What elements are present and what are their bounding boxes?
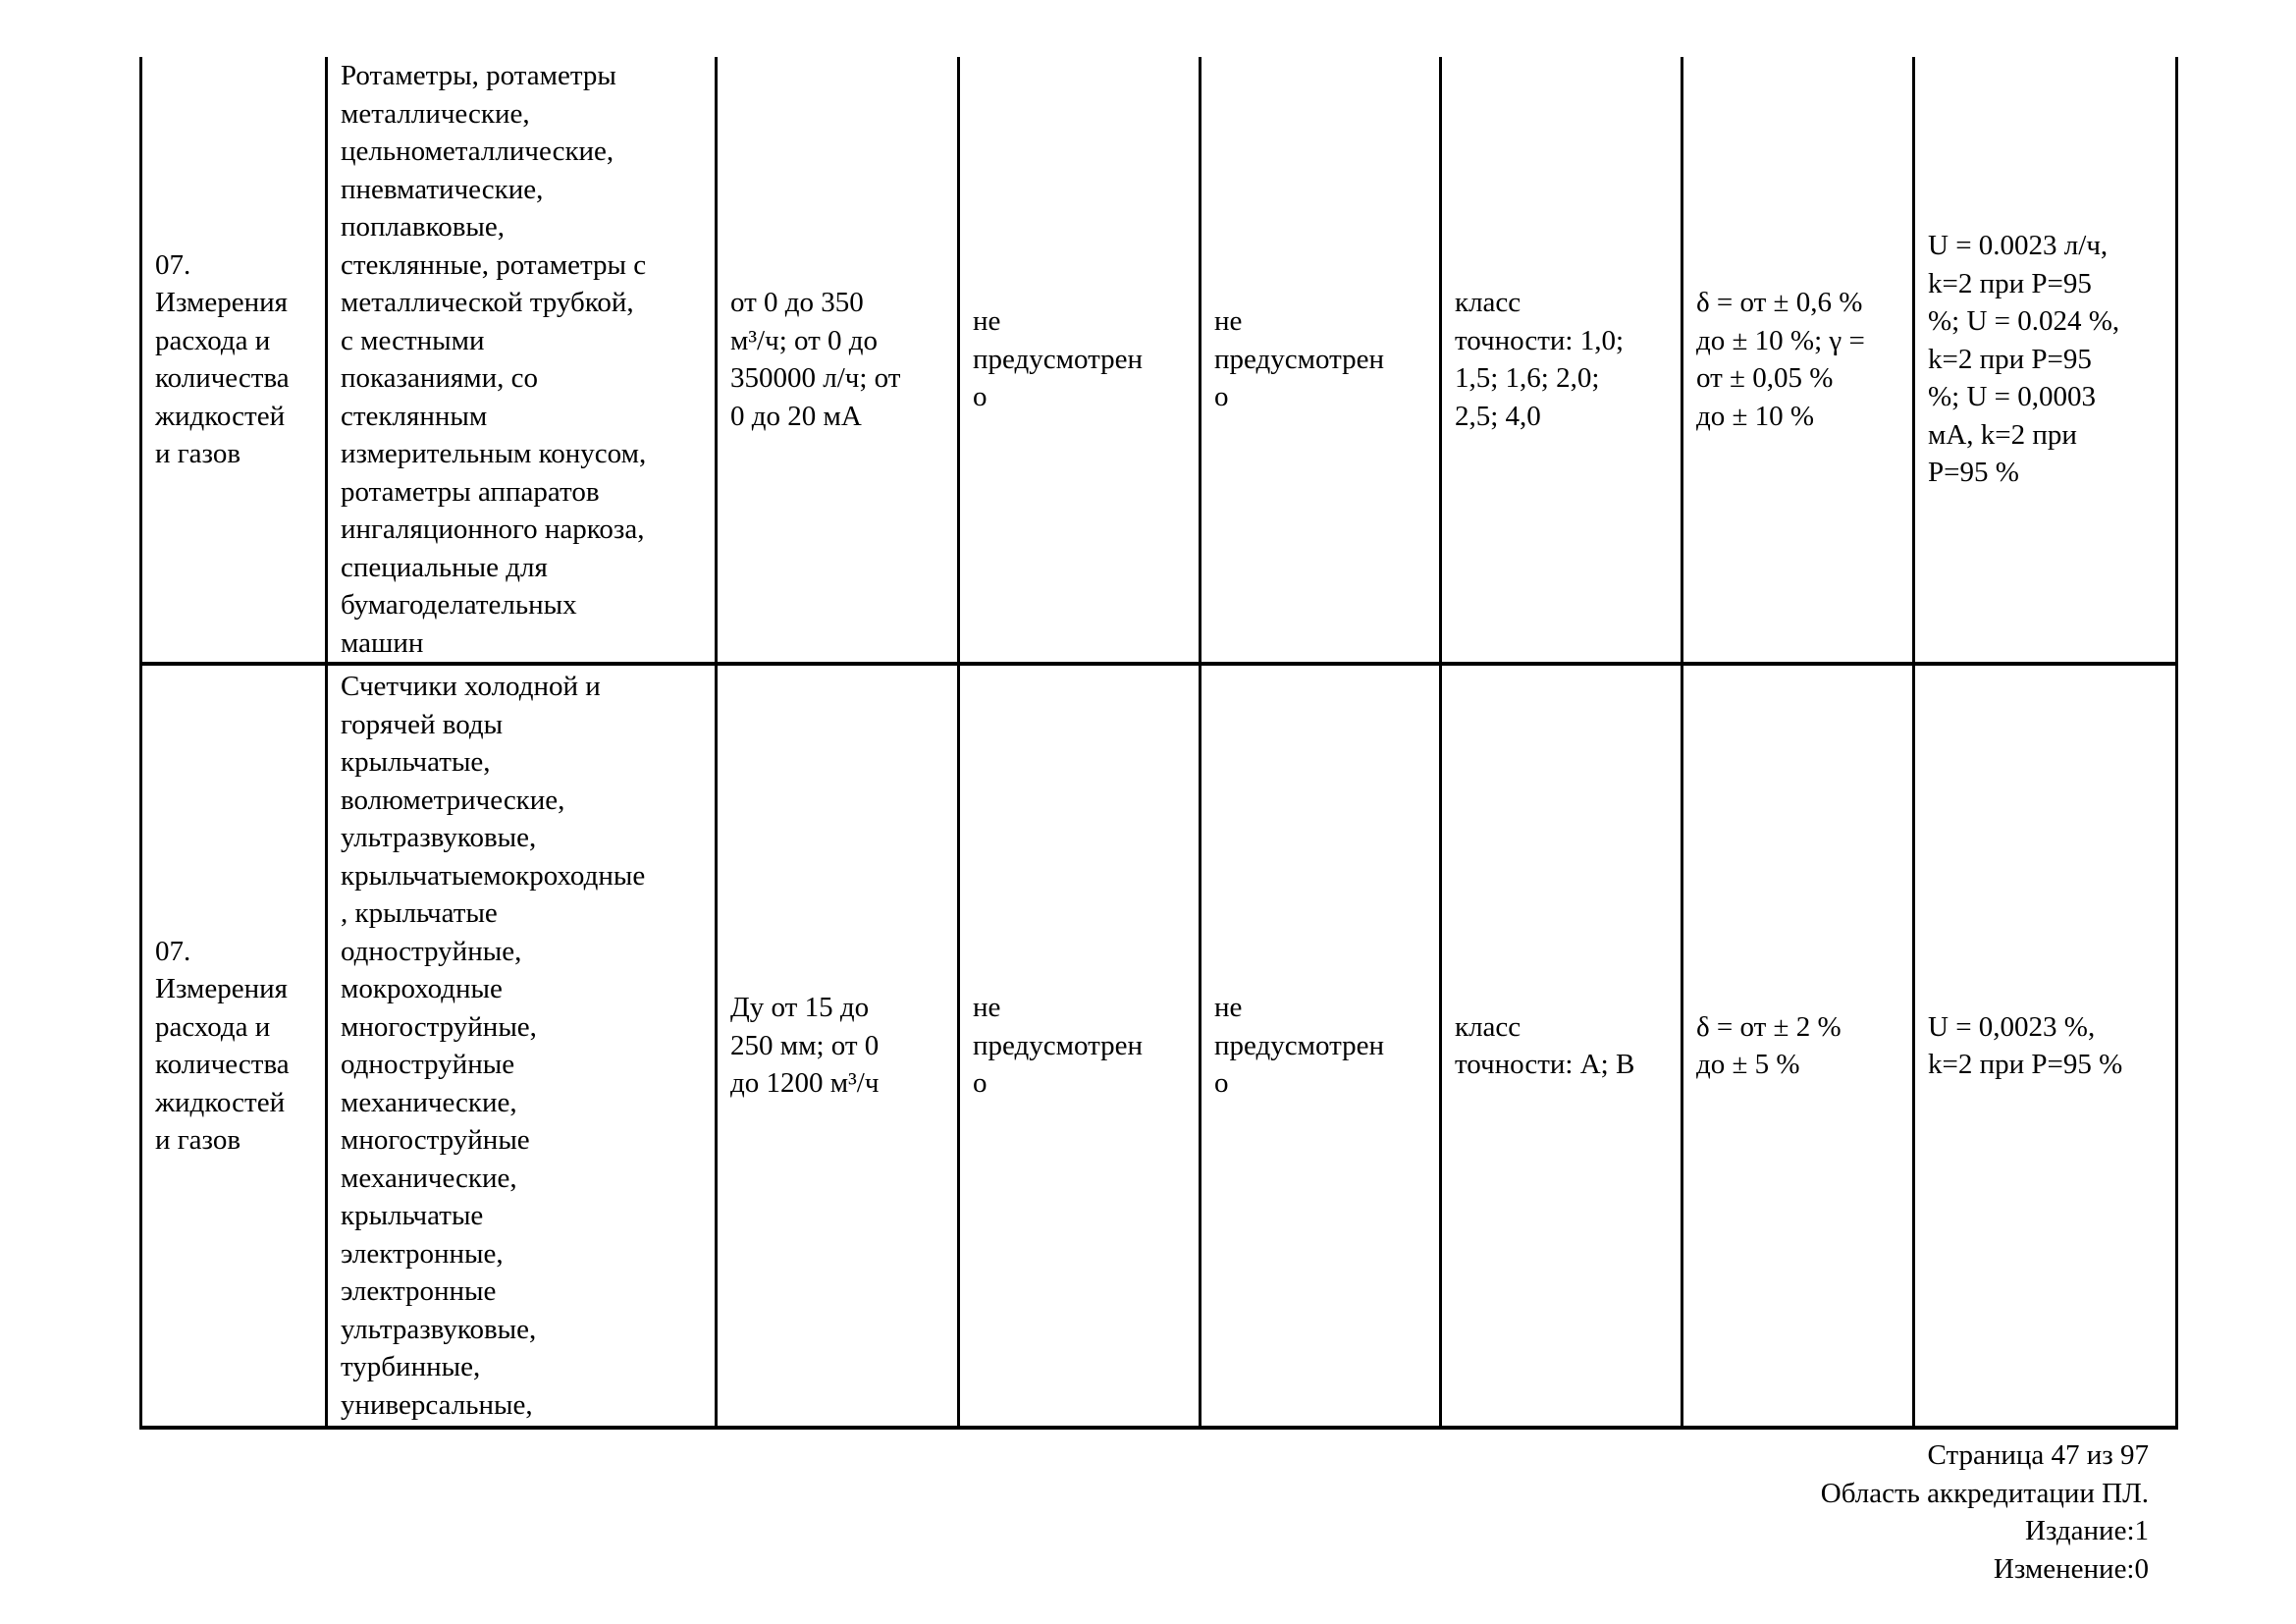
accuracy-class-cell: класс точности: А; В bbox=[1441, 664, 1682, 1428]
page-number: Страница 47 из 97 bbox=[1927, 1439, 2149, 1471]
uncertainty-cell: U = 0,0023 %, k=2 при P=95 % bbox=[1914, 664, 2177, 1428]
not-provided-cell: не предусмотрен о bbox=[1201, 664, 1441, 1428]
measurement-area-cell: 07. Измерения расхода и количества жидкостей и газов bbox=[141, 57, 327, 664]
error-limits-cell: δ = от ± 2 % до ± 5 % bbox=[1682, 664, 1914, 1428]
edition-label: Издание:1 bbox=[2025, 1515, 2149, 1546]
measurement-range-cell: Ду от 15 до 250 мм; от 0 до 1200 м³/ч bbox=[717, 664, 959, 1428]
not-provided-cell: не предусмотрен о bbox=[1201, 57, 1441, 664]
table-row bbox=[141, 664, 2177, 1428]
accuracy-class-cell: класс точности: 1,0; 1,5; 1,6; 2,0; 2,5; 4,0 bbox=[1441, 57, 1682, 664]
instrument-types-cell: Счетчики холодной и горячей воды крыльчатые, волюметрические, ультразвуковые, крыльчатыемокроходные , крыльчатые одноструйные, мокроходные многоструйные, одноструйные механические, многоструйные механические, крыльчатые электронные, электронные ультразвуковые, турбинные, универсальные, bbox=[327, 664, 717, 1428]
page-footer bbox=[1821, 1436, 2149, 1588]
instrument-types-cell: Ротаметры, ротаметры металлические, цельнометаллические, пневматические, поплавковые, стеклянные, ротаметры с металлической трубкой, с местными показаниями, со стеклянным измерительным конусом, ротаметры аппаратов ингаляционного наркоза, специальные для бумагоделательных машин bbox=[327, 57, 717, 664]
accreditation-table bbox=[139, 57, 2178, 1430]
not-provided-cell: не предусмотрен о bbox=[959, 57, 1201, 664]
table-row bbox=[141, 57, 2177, 664]
error-limits-cell: δ = от ± 0,6 % до ± 10 %; γ = от ± 0,05 % до ± 10 % bbox=[1682, 57, 1914, 664]
measurement-range-cell: от 0 до 350 м³/ч; от 0 до 350000 л/ч; от 0 до 20 мА bbox=[717, 57, 959, 664]
not-provided-cell: не предусмотрен о bbox=[959, 664, 1201, 1428]
document-title: Область аккредитации ПЛ. bbox=[1820, 1477, 2149, 1509]
revision-label: Изменение:0 bbox=[1993, 1552, 2149, 1585]
uncertainty-cell: U = 0.0023 л/ч, k=2 при P=95 %; U = 0.024 %, k=2 при P=95 %; U = 0,0003 мА, k=2 при P=95 % bbox=[1914, 57, 2177, 664]
measurement-area-cell: 07. Измерения расхода и количества жидкостей и газов bbox=[141, 664, 327, 1428]
